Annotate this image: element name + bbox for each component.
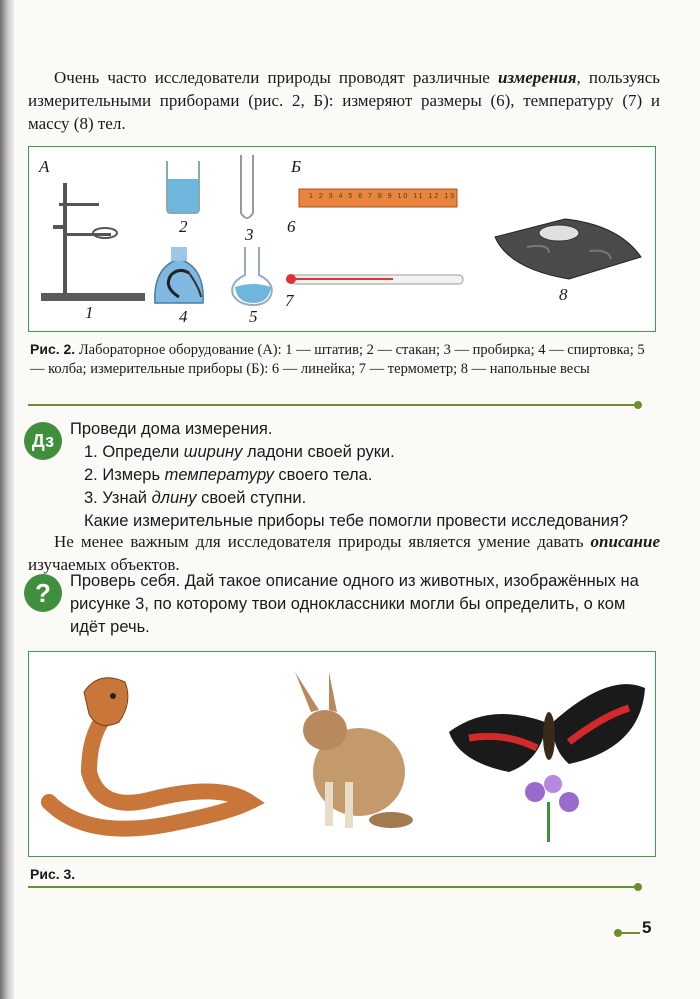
question-icon: [24, 574, 62, 612]
homework-icon: [24, 422, 62, 460]
page-number: 5: [642, 918, 652, 937]
butterfly-icon: [449, 684, 645, 842]
number-1: 1: [85, 303, 94, 322]
number-5: 5: [249, 307, 258, 326]
beaker-icon: [167, 161, 199, 213]
description-term: описание: [590, 532, 660, 551]
page-number-rule: [620, 932, 640, 934]
figure-3-animals: [28, 651, 656, 857]
spirit-lamp-icon: [155, 247, 203, 303]
flask-icon: [232, 247, 272, 305]
animal-illustrations: [29, 652, 655, 856]
test-tube-icon: [241, 155, 253, 218]
divider-line: [28, 404, 636, 406]
homework-item-2: 2. Измерь температуру своего тела.: [84, 466, 373, 484]
homework-title: Проведи дома измерения.: [70, 420, 273, 438]
question-icon-text: ?: [35, 578, 51, 608]
floor-scale-icon: [495, 219, 641, 279]
book-spine-shadow: [0, 0, 14, 999]
homework-item-3: 3. Узнай длину своей ступни.: [84, 489, 307, 507]
divider-dot: [634, 401, 642, 409]
divider-dot-2: [634, 883, 642, 891]
description-paragraph: Не менее важным для исследователя природы является умение давать описание изучаемых объектов.: [28, 532, 660, 574]
homework-question: Какие измерительные приборы тебе помогли провести исследования?: [84, 512, 629, 530]
hare-icon: [295, 672, 413, 828]
selfcheck-text: Проверь себя. Дай такое описание одного из животных, изображённых на рисунке 3, по которому твои одноклассники могли бы определить, о ком идёт речь.: [70, 572, 639, 636]
group-a-label: А: [39, 157, 50, 176]
figure-2-caption-text: Лабораторное оборудование (А): 1 — штатив; 2 — стакан; 3 — пробирка; 4 — спиртовка; 5 — колба; измерительные приборы (Б): 6 — линейка; 7 — термометр; 8 — напольные весы: [30, 342, 645, 377]
figure-2-lab-equipment: [28, 146, 656, 332]
intro-lead: Очень часто исследователи природы проводят различные: [54, 68, 490, 87]
figure-3-caption: Рис. 3.: [30, 866, 76, 882]
figure-2-caption: [30, 340, 660, 379]
number-8: 8: [559, 285, 568, 304]
figure-2-caption-label: Рис. 2.: [30, 341, 76, 357]
intro-rest: , пользуясь измерительными приборами (рис. 2, Б): измеряют размеры (6), температуру (7) и массу (8) тел.: [28, 68, 661, 133]
cobra-icon: [49, 678, 249, 829]
intro-paragraph: [28, 66, 660, 135]
number-3: 3: [245, 225, 254, 244]
homework-block: [70, 418, 660, 533]
thermometer-icon: [286, 274, 463, 284]
number-6: 6: [287, 217, 296, 236]
number-7: 7: [285, 291, 294, 310]
homework-icon-text: Дз: [31, 431, 55, 451]
lab-stand-icon: [41, 183, 145, 301]
homework-item-1: 1. Определи ширину ладони своей руки.: [84, 443, 395, 461]
divider-line-2: [28, 886, 636, 888]
ruler-ticks: 1 2 3 4 5 6 7 8 9 10 11 12 13: [309, 193, 457, 200]
intro-term: измерения: [497, 68, 577, 87]
number-4: 4: [179, 307, 188, 326]
group-b-label: Б: [291, 157, 302, 176]
number-2: 2: [179, 217, 188, 236]
page-number-dot: [614, 929, 622, 937]
